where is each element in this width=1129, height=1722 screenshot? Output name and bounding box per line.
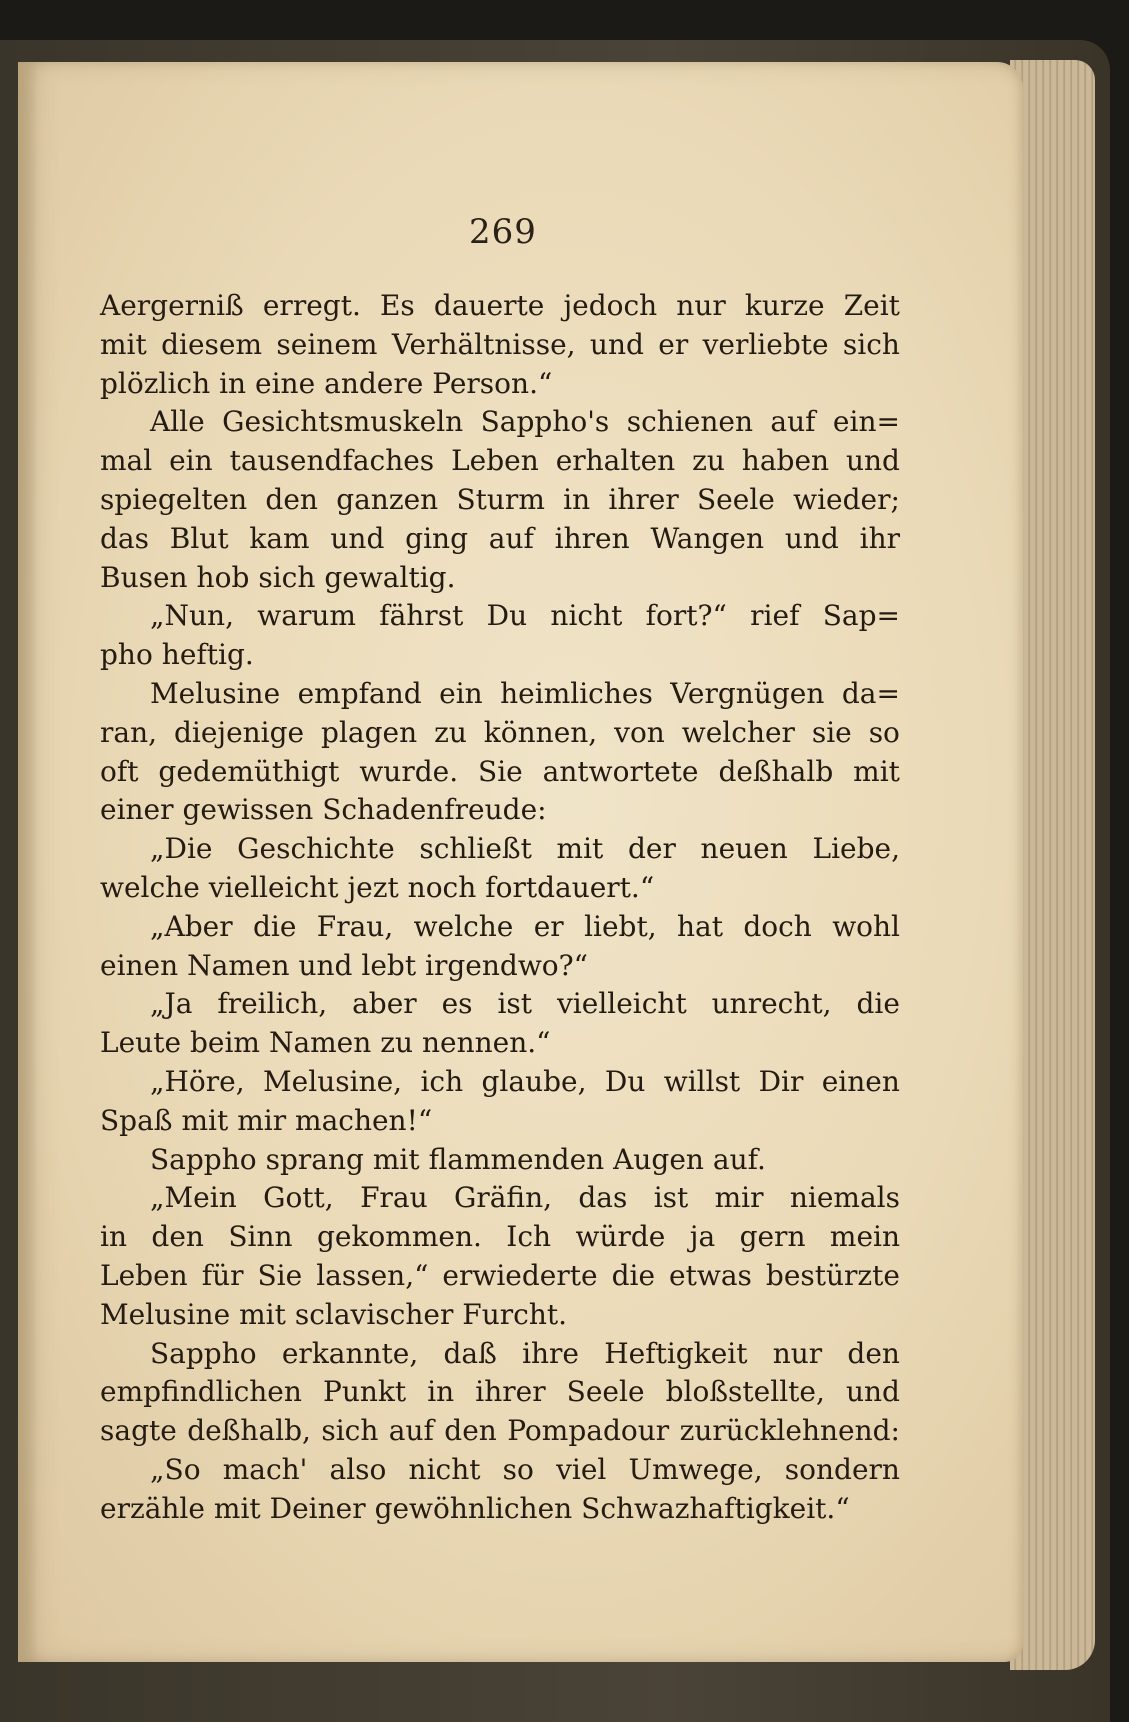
word: mal [100, 444, 153, 478]
word: in [219, 366, 247, 400]
word: zu [380, 1026, 414, 1060]
word: lebt [361, 948, 417, 982]
word: freilich, [217, 987, 328, 1021]
word: Sappho's [480, 405, 610, 439]
word: Melusine, [263, 1064, 403, 1098]
word: „Mein [150, 1181, 237, 1215]
word: so [502, 1452, 534, 1486]
word: den [265, 482, 318, 516]
text-line [100, 1257, 900, 1296]
word: kurze [744, 289, 825, 322]
word: plagen [321, 715, 418, 749]
word: auf. [712, 1142, 766, 1176]
word: eine [255, 366, 316, 400]
text-line [100, 403, 900, 442]
word: mit [100, 327, 147, 361]
word: mit [213, 1491, 261, 1525]
word: ist [497, 987, 533, 1021]
word: Gott, [263, 1181, 334, 1215]
text-line [100, 287, 900, 326]
word: hat [676, 909, 723, 943]
word: das [578, 1181, 628, 1215]
word: warum [257, 599, 356, 633]
word: erregt. [262, 289, 361, 322]
word: Frau, [316, 909, 394, 943]
text-line [100, 753, 900, 792]
word: mach' [222, 1452, 308, 1486]
word: nur [772, 1336, 823, 1370]
word: antwortete [542, 754, 699, 788]
word: Geschichte [237, 832, 395, 866]
word: liebt, [584, 909, 657, 943]
word: schließt [419, 832, 532, 866]
word: zurücklehnend: [679, 1414, 900, 1448]
word: ran, [100, 715, 158, 749]
word: ihrer [608, 482, 679, 516]
word: hob [196, 560, 250, 594]
word: machen!“ [295, 1103, 433, 1137]
word: erkannte, [281, 1336, 419, 1370]
page-number: 269 [469, 212, 537, 252]
word: aber [352, 987, 417, 1021]
word: erhalten [555, 444, 676, 478]
word: nicht [408, 1452, 481, 1486]
text-line [100, 481, 900, 520]
text-line [100, 597, 900, 636]
word: Du [486, 599, 528, 633]
text-line [100, 1024, 900, 1063]
word: der [627, 832, 676, 866]
word: „Die [150, 832, 213, 866]
word: die [252, 909, 297, 943]
word: deßhalb, [187, 1414, 311, 1448]
word: und [589, 327, 644, 361]
word: Es [379, 289, 415, 322]
word: viel [556, 1452, 607, 1486]
word: Person.“ [432, 366, 553, 400]
word: von [614, 715, 665, 749]
word: mein [829, 1220, 900, 1254]
word: sondern [784, 1452, 900, 1486]
word: Seele [697, 482, 775, 516]
word: sich [842, 327, 900, 361]
word: tausendfaches [229, 444, 435, 478]
word: und [845, 1375, 900, 1409]
body-text [100, 287, 900, 1529]
word: gekommen. [316, 1220, 482, 1254]
text-line [100, 830, 900, 869]
word: „Höre, [150, 1064, 245, 1098]
word: wohl [832, 909, 900, 943]
word: unrecht, [711, 987, 832, 1021]
word: und [845, 444, 900, 478]
word: Vergnügen [670, 676, 825, 710]
word: in [100, 1220, 127, 1254]
word: da= [841, 676, 900, 710]
word: nennen.“ [422, 1026, 551, 1060]
word: die [856, 987, 900, 1021]
word: willst [663, 1064, 741, 1098]
word: ihr [859, 521, 900, 555]
word: Sie [478, 754, 523, 788]
word: ihren [554, 521, 630, 555]
word: verliebte [702, 327, 829, 361]
word: vielleicht [556, 987, 687, 1021]
word: sprang [265, 1142, 364, 1176]
word: niemals [789, 1181, 900, 1215]
word: erzähle [100, 1491, 205, 1525]
word: „Ja [150, 987, 193, 1021]
word: Zeit [843, 289, 900, 322]
word: welche [413, 909, 514, 943]
word: Melusine [150, 676, 281, 710]
word: ich [420, 1064, 464, 1098]
word: mit [556, 832, 604, 866]
word: Liebe, [812, 832, 900, 866]
text-line [100, 675, 900, 714]
word: Du [604, 1064, 646, 1098]
word: den [847, 1336, 900, 1370]
word: doch [743, 909, 812, 943]
word: glaube, [481, 1064, 587, 1098]
text-line [100, 1141, 900, 1180]
word: spiegelten [100, 482, 248, 516]
text-line [100, 1296, 900, 1335]
word: gedemüthigt [158, 754, 340, 788]
word: diesem [161, 327, 263, 361]
word: „Aber [150, 909, 233, 943]
word: den [444, 1414, 497, 1448]
word: ein [439, 676, 483, 710]
word: sie [811, 715, 852, 749]
word: zu [434, 715, 467, 749]
text-line [100, 714, 900, 753]
word: so [868, 715, 900, 749]
word: Sappho [150, 1336, 257, 1370]
word: vielleicht [208, 870, 339, 904]
word: sclavischer [294, 1297, 454, 1331]
word: neuen [700, 832, 788, 866]
word: empfand [297, 676, 422, 710]
word: sich [321, 1414, 379, 1448]
word: Leben [451, 444, 539, 478]
word: plözlich [100, 366, 211, 400]
word: Augen [613, 1142, 704, 1176]
word: in [427, 1375, 455, 1409]
word: Punkt [322, 1375, 407, 1409]
word: Verhältnisse, [391, 327, 576, 361]
word: Frau [360, 1181, 428, 1215]
word: Schadenfreude: [322, 793, 547, 827]
word: Namen [187, 948, 290, 982]
word: welche [100, 870, 200, 904]
word: oft [100, 754, 139, 788]
word: wieder; [793, 482, 900, 516]
word: Furcht. [462, 1297, 568, 1331]
text-line [100, 1490, 900, 1529]
word: jedoch [563, 289, 658, 322]
word: irgendwo?“ [425, 948, 588, 982]
word: ja [689, 1220, 716, 1254]
word: nur [676, 289, 726, 322]
text-line [100, 636, 900, 675]
word: es [441, 987, 473, 1021]
word: fort?“ [645, 599, 727, 633]
text-line [100, 1102, 900, 1141]
book-page [18, 62, 1023, 1662]
word: noch [407, 870, 477, 904]
word: andere [324, 366, 424, 400]
word: gern [739, 1220, 806, 1254]
word: auf [388, 1414, 434, 1448]
word: Namen [268, 1026, 372, 1060]
text-line [100, 1063, 900, 1102]
word: nicht [550, 599, 623, 633]
text-line [100, 1218, 900, 1257]
word: Umwege, [628, 1452, 763, 1486]
word: Aergerniß [100, 289, 244, 322]
word: Melusine [100, 1297, 231, 1331]
word: kam [249, 521, 310, 555]
word: fährst [379, 599, 464, 633]
word: Leben [100, 1258, 188, 1292]
word: er [533, 909, 564, 943]
word: würde [575, 1220, 666, 1254]
word: in [563, 482, 591, 516]
word: rief [750, 599, 800, 633]
word: einen [821, 1064, 900, 1098]
word: und [784, 521, 839, 555]
word: ihrer [475, 1375, 546, 1409]
word: mit [239, 1297, 286, 1331]
word: heftig. [161, 638, 254, 672]
text-line [100, 559, 900, 598]
word: diejenige [173, 715, 305, 749]
word: „Nun, [150, 599, 234, 633]
word: zu [692, 444, 725, 478]
word: gewaltig. [324, 560, 456, 594]
word: Wangen [650, 521, 765, 555]
word: haben [741, 444, 830, 478]
word: das [100, 521, 149, 555]
word: ein [169, 444, 213, 478]
word: Heftigkeit [604, 1336, 748, 1370]
word: einer [100, 793, 174, 827]
word: auf [488, 521, 534, 555]
word: ihre [522, 1336, 580, 1370]
text-line [100, 947, 900, 986]
text-line [100, 326, 900, 365]
word: heimliches [500, 676, 653, 710]
word: Leute [100, 1026, 182, 1060]
word: Sturm [456, 482, 545, 516]
word: sich [258, 560, 316, 594]
word: Schwazhaftigkeit.“ [581, 1491, 850, 1525]
text-line [100, 1335, 900, 1374]
word: Alle [150, 405, 205, 439]
word: mit [181, 1103, 229, 1137]
word: bestürzte [765, 1258, 900, 1292]
word: Sie [257, 1258, 303, 1292]
word: gewissen [182, 793, 314, 827]
word: ist [653, 1181, 689, 1215]
text-line [100, 520, 900, 559]
text-line [100, 1179, 900, 1218]
word: auf [770, 405, 816, 439]
text-line [100, 1373, 900, 1412]
text-line [100, 869, 900, 908]
word: deßhalb [718, 754, 834, 788]
word: können, [483, 715, 598, 749]
word: schienen [626, 405, 753, 439]
word: Sappho [150, 1142, 257, 1176]
word: wurde. [359, 754, 459, 788]
word: einen [100, 948, 179, 982]
word: Busen [100, 560, 188, 594]
word: beim [189, 1026, 260, 1060]
word: seinem [276, 327, 378, 361]
word: lassen,“ [316, 1258, 429, 1292]
word: sagte [100, 1414, 177, 1448]
word: mit [372, 1142, 420, 1176]
text-line [100, 791, 900, 830]
word: mit [853, 754, 900, 788]
word: jezt [347, 870, 399, 904]
word: bloßstellte, [665, 1375, 825, 1409]
word: mir [714, 1181, 764, 1215]
word: ging [405, 521, 469, 555]
text-line [100, 908, 900, 947]
word: Dir [758, 1064, 804, 1098]
text-line [100, 442, 900, 481]
word: für [201, 1258, 244, 1292]
word: fortdauert.“ [485, 870, 655, 904]
word: erwiederte [442, 1258, 598, 1292]
word: dauerte [433, 289, 545, 322]
text-line [100, 1412, 900, 1451]
word: daß [443, 1336, 497, 1370]
page-gutter [18, 62, 38, 1662]
word: Blut [169, 521, 229, 555]
word: Gräfin, [453, 1181, 553, 1215]
word: den [151, 1220, 204, 1254]
word: Sinn [228, 1220, 293, 1254]
word: Seele [566, 1375, 645, 1409]
word: Pompadour [507, 1414, 670, 1448]
word: Ich [506, 1220, 552, 1254]
word: gewöhnlichen [374, 1491, 573, 1525]
word: und [298, 948, 353, 982]
word: Deiner [269, 1491, 366, 1525]
word: Gesichtsmuskeln [222, 405, 464, 439]
text-line [100, 1451, 900, 1490]
word: und [330, 521, 385, 555]
text-line [100, 365, 900, 404]
word: Spaß [100, 1103, 173, 1137]
word: „So [150, 1452, 201, 1486]
word: welcher [681, 715, 795, 749]
word: flammenden [428, 1142, 605, 1176]
word: er [658, 327, 689, 361]
text-line [100, 985, 900, 1024]
word: ein= [832, 405, 900, 439]
word: die [611, 1258, 656, 1292]
word: empfindlichen [100, 1375, 302, 1409]
word: also [329, 1452, 387, 1486]
word: ganzen [336, 482, 439, 516]
word: pho [100, 638, 153, 672]
word: mir [237, 1103, 287, 1137]
word: Sap= [822, 599, 900, 633]
word: etwas [669, 1258, 752, 1292]
